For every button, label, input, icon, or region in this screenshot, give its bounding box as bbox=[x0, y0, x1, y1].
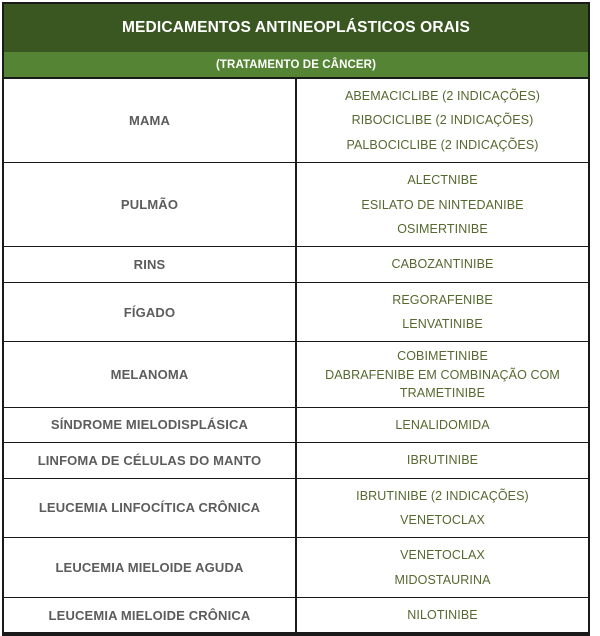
drug-name: MIDOSTAURINA bbox=[394, 572, 491, 587]
medication-table bbox=[4, 4, 588, 634]
cancer-type-cell: LEUCEMIA MIELOIDE CRÔNICA bbox=[4, 598, 296, 634]
medication-table-container bbox=[2, 2, 590, 636]
table-subtitle: (TRATAMENTO DE CÂNCER) bbox=[4, 52, 588, 78]
table-row bbox=[4, 342, 588, 407]
drug-name: NILOTINIBE bbox=[407, 608, 478, 622]
table-header bbox=[4, 4, 588, 78]
drug-name: VENETOCLAX bbox=[400, 548, 485, 563]
table-row bbox=[4, 598, 588, 634]
drug-list-cell bbox=[296, 342, 588, 407]
table-row bbox=[4, 78, 588, 163]
drug-list-cell bbox=[296, 282, 588, 342]
cancer-type-cell: SÍNDROME MIELODISPLÁSICA bbox=[4, 407, 296, 442]
title-row bbox=[4, 4, 588, 52]
table-row bbox=[4, 443, 588, 478]
drug-list-cell bbox=[296, 443, 588, 478]
drug-name: PALBOCICLIBE (2 INDICAÇÕES) bbox=[346, 137, 539, 152]
drug-name: VENETOCLAX bbox=[400, 512, 485, 527]
table-row bbox=[4, 538, 588, 598]
drug-list-cell bbox=[296, 598, 588, 634]
drug-list-cell bbox=[296, 538, 588, 598]
drug-name: RIBOCICLIBE (2 INDICAÇÕES) bbox=[351, 113, 534, 128]
drug-name: CABOZANTINIBE bbox=[391, 257, 494, 272]
cancer-type-cell: MAMA bbox=[4, 78, 296, 163]
table-body bbox=[4, 78, 588, 633]
drug-name: ESILATO DE NINTEDANIBE bbox=[361, 197, 524, 212]
table-row bbox=[4, 478, 588, 538]
cancer-type-cell: MELANOMA bbox=[4, 342, 296, 407]
drug-name: TRAMETINIBE bbox=[399, 385, 486, 400]
drug-name: COBIMETINIBE bbox=[397, 349, 488, 364]
drug-list-cell bbox=[296, 407, 588, 442]
drug-list-cell bbox=[296, 478, 588, 538]
drug-name: ALECTNIBE bbox=[407, 173, 478, 188]
drug-name: LENVATINIBE bbox=[402, 317, 483, 331]
drug-name: ABEMACICLIBE (2 INDICAÇÕES) bbox=[344, 89, 541, 103]
cancer-type-cell: RINS bbox=[4, 247, 296, 282]
cancer-type-cell: FÍGADO bbox=[4, 282, 296, 342]
table-row bbox=[4, 282, 588, 342]
cancer-type-cell: LINFOMA DE CÉLULAS DO MANTO bbox=[4, 443, 296, 478]
cancer-type-cell: LEUCEMIA LINFOCÍTICA CRÔNICA bbox=[4, 478, 296, 538]
cancer-type-cell: PULMÃO bbox=[4, 163, 296, 247]
table-title: MEDICAMENTOS ANTINEOPLÁSTICOS ORAIS bbox=[4, 4, 588, 52]
subtitle-row bbox=[4, 52, 588, 78]
cancer-type-cell: LEUCEMIA MIELOIDE AGUDA bbox=[4, 538, 296, 598]
drug-name: LENALIDOMIDA bbox=[395, 417, 490, 432]
table-row bbox=[4, 163, 588, 247]
table-row bbox=[4, 247, 588, 282]
drug-name: IBRUTINIBE (2 INDICAÇÕES) bbox=[356, 488, 529, 503]
drug-name: DABRAFENIBE EM COMBINAÇÃO COM bbox=[325, 367, 560, 382]
drug-name: OSIMERTINIBE bbox=[397, 221, 488, 236]
drug-list-cell bbox=[296, 247, 588, 282]
drug-name: IBRUTINIBE bbox=[406, 453, 479, 468]
table-row bbox=[4, 407, 588, 442]
drug-list-cell bbox=[296, 163, 588, 247]
drug-name: REGORAFENIBE bbox=[392, 292, 493, 307]
drug-list-cell bbox=[296, 78, 588, 163]
